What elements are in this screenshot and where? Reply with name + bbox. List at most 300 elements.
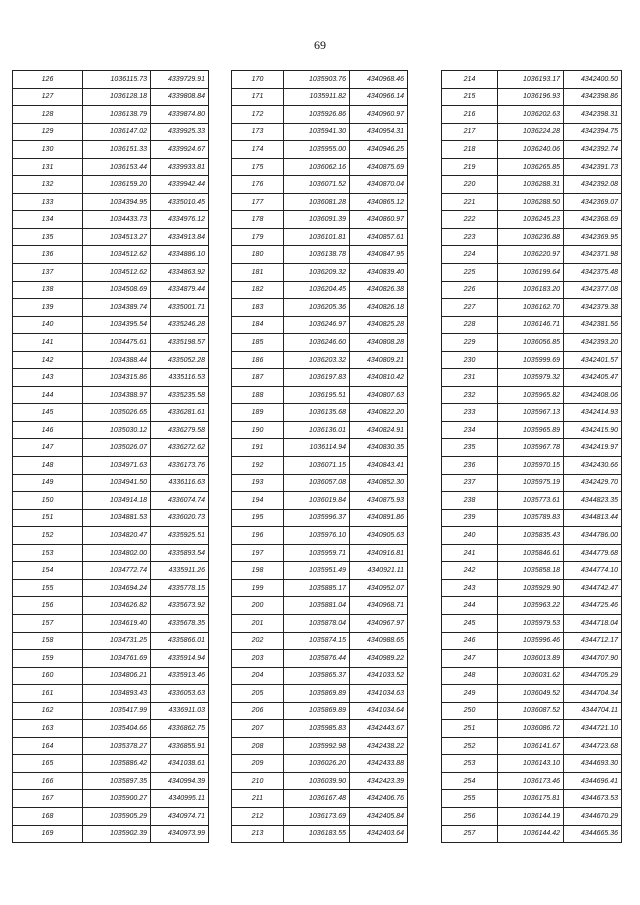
x-coordinate-cell: 1036062.16: [284, 158, 350, 176]
point-number-cell: 217: [442, 123, 498, 141]
y-coordinate-cell: 4344707.90: [564, 650, 622, 668]
table-row: [442, 457, 622, 475]
y-coordinate-cell: 4340966.14: [350, 88, 408, 106]
point-number-cell: 137: [13, 264, 83, 282]
table-row: [232, 807, 408, 825]
x-coordinate-cell: 1035929.90: [498, 579, 564, 597]
y-coordinate-cell: 4342414.93: [564, 404, 622, 422]
y-coordinate-cell: 4335778.15: [151, 579, 209, 597]
table-row: [13, 474, 209, 492]
x-coordinate-cell: 1035955.00: [284, 141, 350, 159]
y-coordinate-cell: 4344725.46: [564, 597, 622, 615]
table-row: [13, 386, 209, 404]
x-coordinate-cell: 1034513.27: [83, 228, 151, 246]
x-coordinate-cell: 1035985.83: [284, 720, 350, 738]
y-coordinate-cell: 4344723.68: [564, 737, 622, 755]
y-coordinate-cell: 4340860.97: [350, 211, 408, 229]
point-number-cell: 203: [232, 650, 284, 668]
x-coordinate-cell: 1036193.17: [498, 71, 564, 89]
table-row: [232, 825, 408, 843]
table-row: [442, 544, 622, 562]
x-coordinate-cell: 1035030.12: [83, 421, 151, 439]
x-coordinate-cell: 1036159.20: [83, 176, 151, 194]
table-row: [13, 439, 209, 457]
point-number-cell: 222: [442, 211, 498, 229]
x-coordinate-cell: 1036236.88: [498, 228, 564, 246]
x-coordinate-cell: 1035999.69: [498, 351, 564, 369]
y-coordinate-cell: 4340994.39: [151, 772, 209, 790]
point-number-cell: 235: [442, 439, 498, 457]
x-coordinate-cell: 1035975.19: [498, 474, 564, 492]
x-coordinate-cell: 1034512.62: [83, 264, 151, 282]
x-coordinate-cell: 1036115.73: [83, 71, 151, 89]
point-number-cell: 149: [13, 474, 83, 492]
point-number-cell: 145: [13, 404, 83, 422]
y-coordinate-cell: 4339933.81: [151, 158, 209, 176]
point-number-cell: 174: [232, 141, 284, 159]
table-row: [13, 457, 209, 475]
table-row: [442, 702, 622, 720]
y-coordinate-cell: 4342398.86: [564, 88, 622, 106]
x-coordinate-cell: 1035835.43: [498, 527, 564, 545]
y-coordinate-cell: 4339924.67: [151, 141, 209, 159]
y-coordinate-cell: 4342369.07: [564, 193, 622, 211]
x-coordinate-cell: 1034315.86: [83, 369, 151, 387]
point-number-cell: 170: [232, 71, 284, 89]
x-coordinate-cell: 1035911.82: [284, 88, 350, 106]
y-coordinate-cell: 4336074.74: [151, 492, 209, 510]
x-coordinate-cell: 1034508.69: [83, 281, 151, 299]
table-row: [13, 702, 209, 720]
x-coordinate-cell: 1036101.81: [284, 228, 350, 246]
table-row: [442, 71, 622, 89]
point-number-cell: 255: [442, 790, 498, 808]
y-coordinate-cell: 4342443.67: [350, 720, 408, 738]
point-number-cell: 232: [442, 386, 498, 404]
point-number-cell: 240: [442, 527, 498, 545]
table-row: [232, 702, 408, 720]
y-coordinate-cell: 4344813.44: [564, 509, 622, 527]
point-number-cell: 207: [232, 720, 284, 738]
point-number-cell: 193: [232, 474, 284, 492]
x-coordinate-cell: 1035970.15: [498, 457, 564, 475]
table-row: [442, 527, 622, 545]
y-coordinate-cell: 4342406.76: [350, 790, 408, 808]
point-number-cell: 160: [13, 667, 83, 685]
y-coordinate-cell: 4342392.74: [564, 141, 622, 159]
x-coordinate-cell: 1036143.10: [498, 755, 564, 773]
x-coordinate-cell: 1034389.74: [83, 299, 151, 317]
table-row: [442, 228, 622, 246]
x-coordinate-cell: 1036147.02: [83, 123, 151, 141]
y-coordinate-cell: 4340825.28: [350, 316, 408, 334]
x-coordinate-cell: 1035874.15: [284, 632, 350, 650]
y-coordinate-cell: 4340974.71: [151, 807, 209, 825]
x-coordinate-cell: 1036209.32: [284, 264, 350, 282]
table-row: [13, 509, 209, 527]
point-number-cell: 210: [232, 772, 284, 790]
y-coordinate-cell: 4334886.10: [151, 246, 209, 264]
y-coordinate-cell: 4335246.28: [151, 316, 209, 334]
point-number-cell: 168: [13, 807, 83, 825]
x-coordinate-cell: 1034512.62: [83, 246, 151, 264]
point-number-cell: 156: [13, 597, 83, 615]
x-coordinate-cell: 1034626.82: [83, 597, 151, 615]
point-number-cell: 188: [232, 386, 284, 404]
y-coordinate-cell: 4344721.10: [564, 720, 622, 738]
point-number-cell: 153: [13, 544, 83, 562]
table-row: [232, 685, 408, 703]
table-row: [13, 667, 209, 685]
x-coordinate-cell: 1035996.37: [284, 509, 350, 527]
y-coordinate-cell: 4342415.90: [564, 421, 622, 439]
y-coordinate-cell: 4340905.63: [350, 527, 408, 545]
x-coordinate-cell: 1035865.37: [284, 667, 350, 685]
x-coordinate-cell: 1035378.27: [83, 737, 151, 755]
y-coordinate-cell: 4342438.22: [350, 737, 408, 755]
y-coordinate-cell: 4339808.84: [151, 88, 209, 106]
table-row: [232, 772, 408, 790]
table-row: [232, 439, 408, 457]
y-coordinate-cell: 4340946.25: [350, 141, 408, 159]
table-row: [442, 334, 622, 352]
table-row: [442, 562, 622, 580]
table-row: [232, 334, 408, 352]
table-row: [13, 404, 209, 422]
point-number-cell: 134: [13, 211, 83, 229]
table-row: [442, 685, 622, 703]
x-coordinate-cell: 1036224.28: [498, 123, 564, 141]
y-coordinate-cell: 4342391.73: [564, 158, 622, 176]
table-row: [232, 228, 408, 246]
x-coordinate-cell: 1034820.47: [83, 527, 151, 545]
y-coordinate-cell: 4335893.54: [151, 544, 209, 562]
y-coordinate-cell: 4344693.30: [564, 755, 622, 773]
y-coordinate-cell: 4342403.64: [350, 825, 408, 843]
table-row: [13, 492, 209, 510]
y-coordinate-cell: 4342393.20: [564, 334, 622, 352]
point-number-cell: 184: [232, 316, 284, 334]
x-coordinate-cell: 1036071.15: [284, 457, 350, 475]
point-number-cell: 175: [232, 158, 284, 176]
y-coordinate-cell: 4340968.71: [350, 597, 408, 615]
x-coordinate-cell: 1035881.04: [284, 597, 350, 615]
point-number-cell: 199: [232, 579, 284, 597]
x-coordinate-cell: 1034694.24: [83, 579, 151, 597]
y-coordinate-cell: 4340830.35: [350, 439, 408, 457]
table-row: [13, 421, 209, 439]
point-number-cell: 257: [442, 825, 498, 843]
x-coordinate-cell: 1035979.53: [498, 614, 564, 632]
y-coordinate-cell: 4340865.12: [350, 193, 408, 211]
x-coordinate-cell: 1034772.74: [83, 562, 151, 580]
y-coordinate-cell: 4342369.95: [564, 228, 622, 246]
y-coordinate-cell: 4334879.44: [151, 281, 209, 299]
x-coordinate-cell: 1034433.73: [83, 211, 151, 229]
point-number-cell: 151: [13, 509, 83, 527]
x-coordinate-cell: 1034388.44: [83, 351, 151, 369]
table-row: [232, 509, 408, 527]
y-coordinate-cell: 4340822.20: [350, 404, 408, 422]
table-row: [13, 527, 209, 545]
y-coordinate-cell: 4336053.63: [151, 685, 209, 703]
point-number-cell: 141: [13, 334, 83, 352]
point-number-cell: 148: [13, 457, 83, 475]
point-number-cell: 238: [442, 492, 498, 510]
x-coordinate-cell: 1035951.49: [284, 562, 350, 580]
x-coordinate-cell: 1036173.46: [498, 772, 564, 790]
x-coordinate-cell: 1034806.21: [83, 667, 151, 685]
x-coordinate-cell: 1036288.50: [498, 193, 564, 211]
point-number-cell: 177: [232, 193, 284, 211]
x-coordinate-cell: 1036265.85: [498, 158, 564, 176]
point-number-cell: 236: [442, 457, 498, 475]
x-coordinate-cell: 1035886.42: [83, 755, 151, 773]
table-row: [442, 211, 622, 229]
x-coordinate-cell: 1035876.44: [284, 650, 350, 668]
x-coordinate-cell: 1036039.90: [284, 772, 350, 790]
point-number-cell: 131: [13, 158, 83, 176]
point-number-cell: 249: [442, 685, 498, 703]
table-row: [442, 141, 622, 159]
y-coordinate-cell: 4340921.11: [350, 562, 408, 580]
table-row: [442, 667, 622, 685]
y-coordinate-cell: 4335010.45: [151, 193, 209, 211]
y-coordinate-cell: 4344786.00: [564, 527, 622, 545]
y-coordinate-cell: 4334913.84: [151, 228, 209, 246]
table-row: [232, 369, 408, 387]
point-number-cell: 208: [232, 737, 284, 755]
x-coordinate-cell: 1036049.52: [498, 685, 564, 703]
x-coordinate-cell: 1035026.07: [83, 439, 151, 457]
x-coordinate-cell: 1035926.86: [284, 106, 350, 124]
point-number-cell: 202: [232, 632, 284, 650]
point-number-cell: 189: [232, 404, 284, 422]
point-number-cell: 241: [442, 544, 498, 562]
y-coordinate-cell: 4335001.71: [151, 299, 209, 317]
x-coordinate-cell: 1034394.95: [83, 193, 151, 211]
point-number-cell: 191: [232, 439, 284, 457]
point-number-cell: 252: [442, 737, 498, 755]
point-number-cell: 171: [232, 88, 284, 106]
point-number-cell: 227: [442, 299, 498, 317]
table-row: [13, 158, 209, 176]
table-row: [232, 88, 408, 106]
x-coordinate-cell: 1035965.89: [498, 421, 564, 439]
point-number-cell: 154: [13, 562, 83, 580]
y-coordinate-cell: 4336279.58: [151, 421, 209, 439]
y-coordinate-cell: 4342400.50: [564, 71, 622, 89]
point-number-cell: 244: [442, 597, 498, 615]
table-row: [232, 351, 408, 369]
table-row: [232, 158, 408, 176]
y-coordinate-cell: 4340967.97: [350, 614, 408, 632]
y-coordinate-cell: 4342375.48: [564, 264, 622, 282]
x-coordinate-cell: 1036151.33: [83, 141, 151, 159]
x-coordinate-cell: 1035959.71: [284, 544, 350, 562]
table-row: [232, 281, 408, 299]
point-number-cell: 190: [232, 421, 284, 439]
point-number-cell: 204: [232, 667, 284, 685]
table-row: [232, 176, 408, 194]
y-coordinate-cell: 4342398.31: [564, 106, 622, 124]
x-coordinate-cell: 1036056.85: [498, 334, 564, 352]
table-row: [232, 474, 408, 492]
point-number-cell: 150: [13, 492, 83, 510]
table-row: [13, 685, 209, 703]
x-coordinate-cell: 1035902.39: [83, 825, 151, 843]
table-row: [442, 316, 622, 334]
table-row: [442, 351, 622, 369]
table-row: [442, 737, 622, 755]
y-coordinate-cell: 4342429.70: [564, 474, 622, 492]
y-coordinate-cell: 4342408.06: [564, 386, 622, 404]
point-number-cell: 256: [442, 807, 498, 825]
point-number-cell: 142: [13, 351, 83, 369]
y-coordinate-cell: 4335198.57: [151, 334, 209, 352]
point-number-cell: 135: [13, 228, 83, 246]
x-coordinate-cell: 1036197.83: [284, 369, 350, 387]
y-coordinate-cell: 4344665.36: [564, 825, 622, 843]
point-number-cell: 180: [232, 246, 284, 264]
y-coordinate-cell: 4339942.44: [151, 176, 209, 194]
y-coordinate-cell: 4342419.97: [564, 439, 622, 457]
x-coordinate-cell: 1036196.93: [498, 88, 564, 106]
y-coordinate-cell: 4340809.21: [350, 351, 408, 369]
table-row: [13, 211, 209, 229]
x-coordinate-cell: 1034893.43: [83, 685, 151, 703]
point-number-cell: 242: [442, 562, 498, 580]
x-coordinate-cell: 1035417.99: [83, 702, 151, 720]
y-coordinate-cell: 4335913.46: [151, 667, 209, 685]
x-coordinate-cell: 1036153.44: [83, 158, 151, 176]
x-coordinate-cell: 1036144.19: [498, 807, 564, 825]
y-coordinate-cell: 4340807.63: [350, 386, 408, 404]
point-number-cell: 164: [13, 737, 83, 755]
y-coordinate-cell: 4336281.61: [151, 404, 209, 422]
x-coordinate-cell: 1035885.17: [284, 579, 350, 597]
point-number-cell: 209: [232, 755, 284, 773]
table-row: [13, 176, 209, 194]
point-number-cell: 187: [232, 369, 284, 387]
x-coordinate-cell: 1035878.04: [284, 614, 350, 632]
x-coordinate-cell: 1036146.71: [498, 316, 564, 334]
y-coordinate-cell: 4336116.63: [151, 474, 209, 492]
point-number-cell: 185: [232, 334, 284, 352]
table-row: [442, 123, 622, 141]
y-coordinate-cell: 4340995.11: [151, 790, 209, 808]
y-coordinate-cell: 4340988.65: [350, 632, 408, 650]
table-row: [232, 246, 408, 264]
y-coordinate-cell: 4342381.56: [564, 316, 622, 334]
point-number-cell: 254: [442, 772, 498, 790]
point-number-cell: 163: [13, 720, 83, 738]
x-coordinate-cell: 1036183.55: [284, 825, 350, 843]
y-coordinate-cell: 4336911.03: [151, 702, 209, 720]
x-coordinate-cell: 1036026.20: [284, 755, 350, 773]
table-row: [442, 650, 622, 668]
point-number-cell: 147: [13, 439, 83, 457]
y-coordinate-cell: 4344704.11: [564, 702, 622, 720]
y-coordinate-cell: 4340857.61: [350, 228, 408, 246]
x-coordinate-cell: 1035900.27: [83, 790, 151, 808]
x-coordinate-cell: 1036136.01: [284, 421, 350, 439]
x-coordinate-cell: 1036199.64: [498, 264, 564, 282]
y-coordinate-cell: 4341034.63: [350, 685, 408, 703]
point-number-cell: 136: [13, 246, 83, 264]
table-row: [232, 386, 408, 404]
table-row: [442, 439, 622, 457]
y-coordinate-cell: 4336272.62: [151, 439, 209, 457]
y-coordinate-cell: 4340870.04: [350, 176, 408, 194]
y-coordinate-cell: 4339925.33: [151, 123, 209, 141]
x-coordinate-cell: 1036203.32: [284, 351, 350, 369]
point-number-cell: 179: [232, 228, 284, 246]
x-coordinate-cell: 1036240.06: [498, 141, 564, 159]
x-coordinate-cell: 1036162.70: [498, 299, 564, 317]
table-row: [232, 544, 408, 562]
table-row: [13, 281, 209, 299]
table-row: [232, 720, 408, 738]
x-coordinate-cell: 1035941.30: [284, 123, 350, 141]
x-coordinate-cell: 1035773.61: [498, 492, 564, 510]
y-coordinate-cell: 4335235.58: [151, 386, 209, 404]
y-coordinate-cell: 4340916.81: [350, 544, 408, 562]
point-number-cell: 183: [232, 299, 284, 317]
y-coordinate-cell: 4341034.64: [350, 702, 408, 720]
point-number-cell: 223: [442, 228, 498, 246]
point-number-cell: 132: [13, 176, 83, 194]
table-row: [13, 264, 209, 282]
y-coordinate-cell: 4336862.75: [151, 720, 209, 738]
table-row: [442, 509, 622, 527]
table-row: [232, 562, 408, 580]
point-number-cell: 250: [442, 702, 498, 720]
y-coordinate-cell: 4342423.39: [350, 772, 408, 790]
x-coordinate-cell: 1036013.89: [498, 650, 564, 668]
point-number-cell: 246: [442, 632, 498, 650]
x-coordinate-cell: 1035967.13: [498, 404, 564, 422]
x-coordinate-cell: 1036245.23: [498, 211, 564, 229]
x-coordinate-cell: 1034802.00: [83, 544, 151, 562]
x-coordinate-cell: 1034941.50: [83, 474, 151, 492]
x-coordinate-cell: 1034475.61: [83, 334, 151, 352]
x-coordinate-cell: 1036138.79: [83, 106, 151, 124]
y-coordinate-cell: 4342379.38: [564, 299, 622, 317]
x-coordinate-cell: 1036086.72: [498, 720, 564, 738]
table-row: [232, 421, 408, 439]
y-coordinate-cell: 4335914.94: [151, 650, 209, 668]
table-row: [442, 825, 622, 843]
table-row: [442, 492, 622, 510]
y-coordinate-cell: 4340852.30: [350, 474, 408, 492]
y-coordinate-cell: 4340968.46: [350, 71, 408, 89]
table-row: [442, 614, 622, 632]
y-coordinate-cell: 4340808.28: [350, 334, 408, 352]
x-coordinate-cell: 1036057.08: [284, 474, 350, 492]
x-coordinate-cell: 1035846.61: [498, 544, 564, 562]
table-row: [13, 825, 209, 843]
table-row: [442, 404, 622, 422]
table-row: [442, 474, 622, 492]
y-coordinate-cell: 4340875.93: [350, 492, 408, 510]
table-row: [13, 71, 209, 89]
point-number-cell: 212: [232, 807, 284, 825]
point-number-cell: 182: [232, 281, 284, 299]
point-number-cell: 192: [232, 457, 284, 475]
y-coordinate-cell: 4340875.69: [350, 158, 408, 176]
table-row: [13, 597, 209, 615]
